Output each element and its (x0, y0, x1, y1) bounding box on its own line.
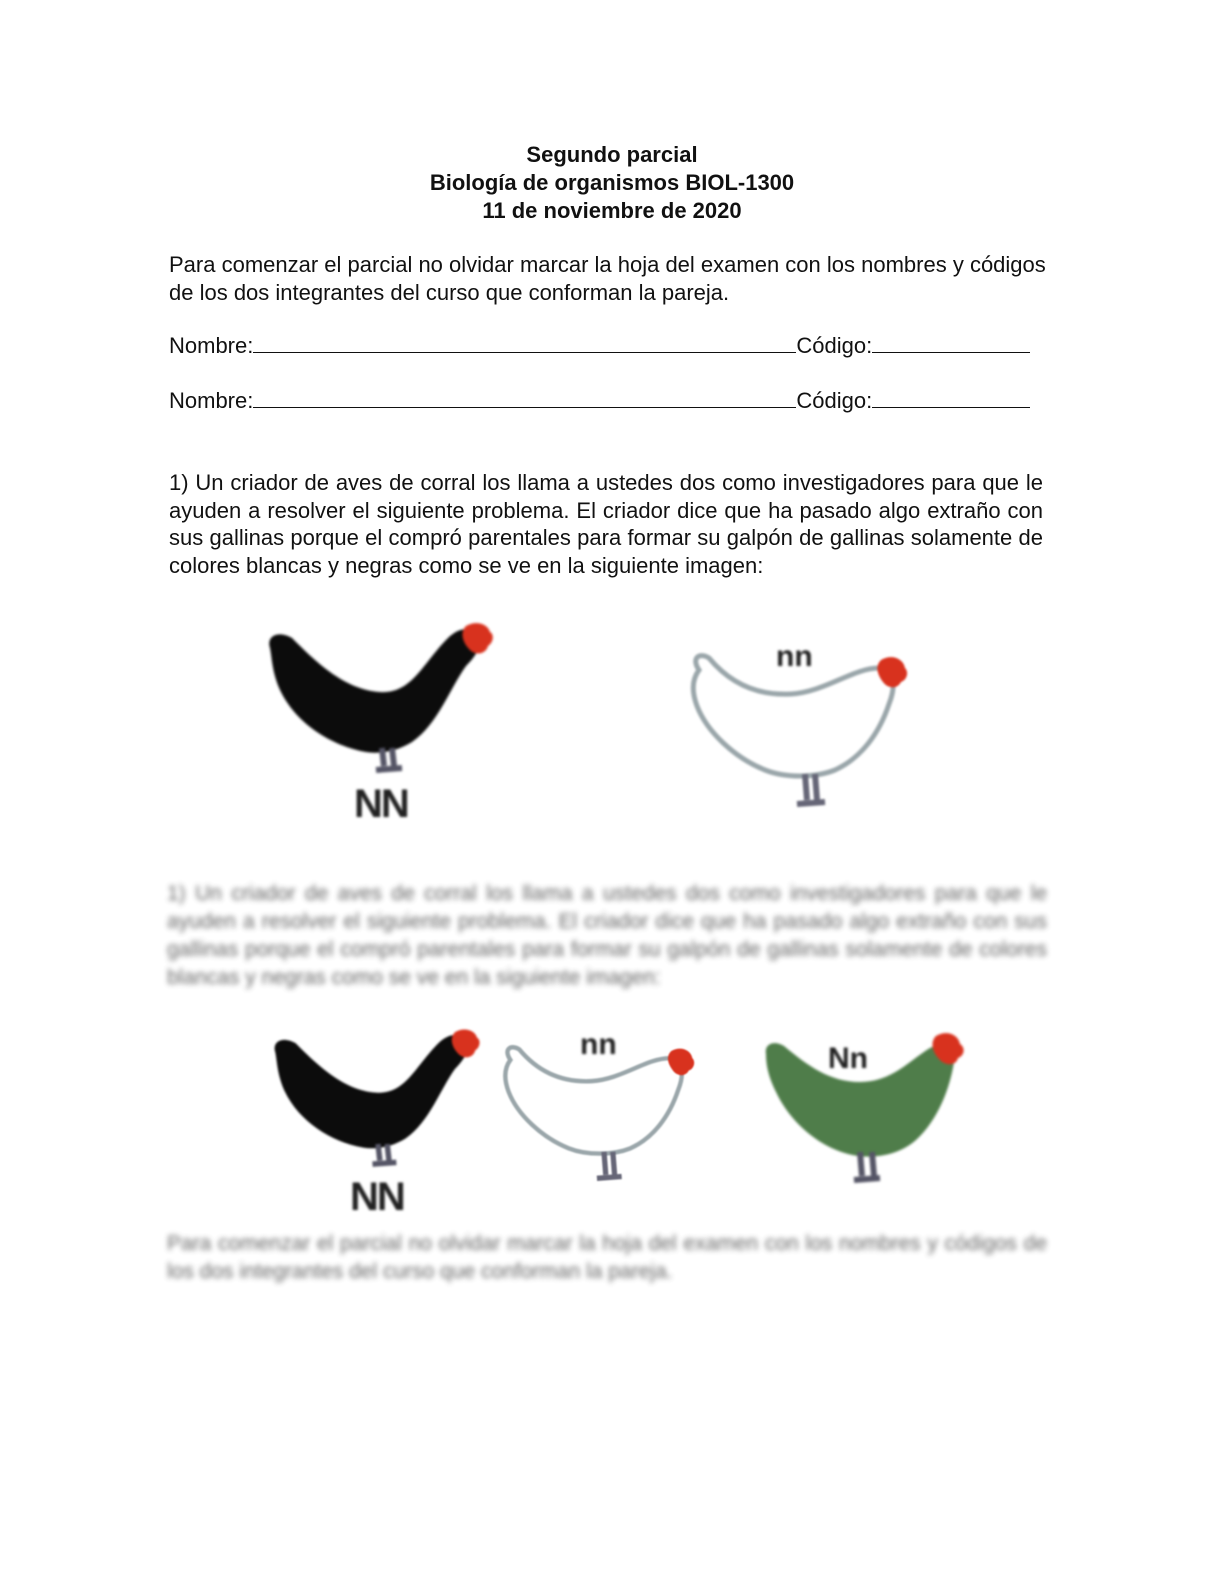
exam-header (0, 141, 1224, 225)
white-hen-image (685, 648, 925, 828)
instructions-paragraph: Para comenzar el parcial no olvidar marcar la hoja del examen con los nombres y códigos de los dos integrantes del curso que conforman la pareja. (169, 252, 1046, 305)
name-label: Nombre: (169, 388, 254, 413)
question-1-text: 1) Un criador de aves de corral los llama a ustedes dos como investigadores para que le ayuden a resolver el siguiente problema. El criador dice que ha pasado algo extraño con sus gallinas porque el compró parentales para formar su galpón de gallinas solamente de colores blancas y negras como se ve en la siguiente imagen: (169, 470, 1043, 578)
student-1-fields (169, 332, 1049, 360)
code-blank-2[interactable] (872, 387, 1030, 408)
blurred-text-2: 1) Un criador de aves de corral los llama a ustedes dos como investigadores para que le ayuden a resolver el siguiente problema. El criador dice que ha pasado algo extraño con sus gallinas porque el compró parentales para formar su galpón de gallinas solamente de colores blancas y negras como se ve en la siguiente imagen: (167, 882, 1047, 989)
name-label: Nombre: (169, 333, 254, 358)
blurred-paragraph-3 (167, 1230, 1047, 1286)
name-blank-2[interactable] (253, 387, 796, 408)
blurred-paragraph-2 (167, 880, 1047, 992)
genotype-label-black-2: NN (350, 1175, 404, 1219)
text-cutoff-fade (169, 587, 1043, 601)
name-blank-1[interactable] (253, 332, 796, 353)
genotype-label-green: Nn (828, 1042, 868, 1075)
question-1 (169, 469, 1043, 601)
white-hen-image (498, 1040, 710, 1200)
code-label: Código: (796, 333, 873, 358)
course-name: Biología de organismos BIOL-1300 (429, 170, 795, 195)
student-2-fields (169, 387, 1049, 415)
black-hen-image (262, 620, 502, 780)
exam-title: Segundo parcial (526, 142, 698, 167)
black-hen-image (268, 1025, 488, 1175)
exam-date: 11 de noviembre de 2020 (482, 198, 742, 223)
genotype-label-black-1: NN (354, 782, 408, 826)
code-blank-1[interactable] (872, 332, 1030, 353)
blurred-text-3: Para comenzar el parcial no olvidar marcar la hoja del examen con los nombres y códigos de los dos integrantes del curso que conforman la pareja. (167, 1232, 1047, 1283)
genotype-label-white-1: nn (776, 640, 813, 673)
genotype-label-white-2: nn (580, 1028, 617, 1061)
code-label: Código: (796, 388, 873, 413)
